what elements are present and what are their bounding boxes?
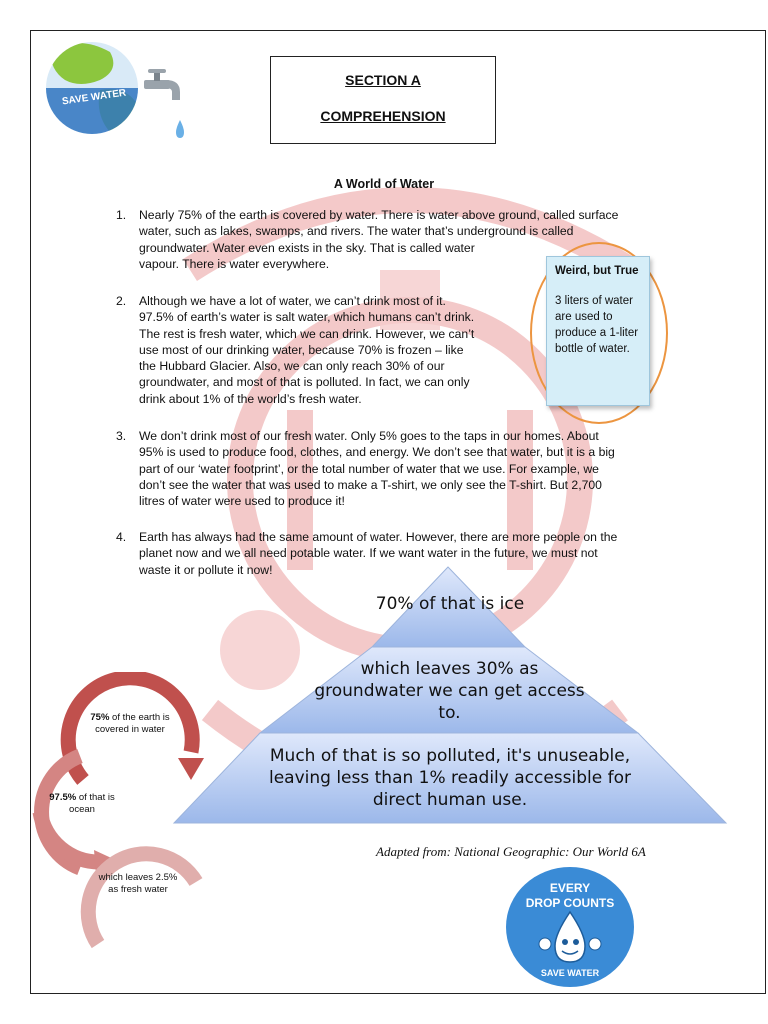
text-line: drink about 1% of the world’s fresh water. <box>139 391 362 406</box>
paragraph-number: 1. <box>116 208 127 222</box>
cycle-step-1 <box>80 712 180 735</box>
cycle-step-2-text: of that is ocean <box>69 792 115 815</box>
source-citation: Adapted from: National Geographic: Our World 6A <box>376 844 646 859</box>
text-line: Nearly 75% of the earth is covered by water. There is water above ground, called surface <box>139 208 619 222</box>
section-subheading: COMPREHENSION <box>320 108 446 124</box>
text-line: groundwater. Water even exists in the sky. That is called water <box>139 240 475 255</box>
svg-text:SAVE WATER: SAVE WATER <box>540 968 600 978</box>
cycle-step-3-text: which leaves 2.5% as fresh water <box>98 872 178 895</box>
svg-text:DROP COUNTS: DROP COUNTS <box>525 896 615 910</box>
cycle-step-1-pct: 75% <box>90 712 110 723</box>
text-line: litres of water were used to produce it! <box>139 494 345 509</box>
weird-but-true-callout <box>546 256 650 406</box>
paragraph-number: 2. <box>116 294 127 308</box>
paragraph-number: 3. <box>116 429 127 443</box>
svg-text:EVERY: EVERY <box>549 881 591 895</box>
text-line: 97.5% of earth’s water is salt water, which humans can’t drink. <box>139 310 475 325</box>
text-line: We don’t drink most of our fresh water. Only 5% goes to the taps in our homes. About <box>139 429 599 443</box>
save-water-globe-icon <box>40 40 190 148</box>
callout-body: 3 liters of water are used to produce a 1-liter bottle of water. <box>555 295 639 355</box>
pyramid-text-top: 70% of that is ice <box>375 594 525 614</box>
cycle-step-2-pct: 97.5% <box>49 792 77 803</box>
paragraph-number: 4. <box>116 530 127 544</box>
text-line: part of our ‘water footprint’, or the total number of water that we use. For example, we <box>139 461 599 476</box>
pyramid-text-bottom: Much of that is so polluted, it's unuseable, leaving less than 1% readily accessible for direct human use. <box>268 746 631 810</box>
cycle-step-1-text: of the earth is covered in water <box>95 712 170 735</box>
arrow-icon <box>178 758 204 780</box>
every-drop-counts-badge <box>505 866 635 988</box>
cycle-step-3 <box>98 872 178 895</box>
text-line: the Hubbard Glacier. Also, we can only reach 30% of our <box>139 359 445 374</box>
text-line: planet now and we all need potable water. If we want water in the future, we must not <box>139 546 598 561</box>
section-title-box <box>270 56 496 144</box>
cycle-arc-3 <box>88 854 196 944</box>
section-heading: SECTION A <box>345 72 421 88</box>
paragraph-3 <box>139 428 674 509</box>
text-line: groundwater, and most of that is polluted. In fact, we can only <box>139 375 470 390</box>
cycle-step-2 <box>48 792 116 815</box>
text-line: water, such as lakes, swamps, and rivers. The water that’s underground is called <box>139 224 574 239</box>
text-line: waste it or pollute it now! <box>139 562 273 577</box>
callout-heading: Weird, but True <box>555 265 639 277</box>
text-line: vapour. There is water everywhere. <box>139 256 330 271</box>
text-line: Although we have a lot of water, we can’t drink most of it. <box>139 294 446 308</box>
text-line: use most of our drinking water, because 70% is frozen – like <box>139 342 464 357</box>
text-line: 95% is used to produce food, clothes, and energy. We don’t see that water, but it is a big <box>139 445 615 460</box>
text-line: Earth has always had the same amount of water. However, there are more people on the <box>139 530 618 544</box>
text-line: The rest is fresh water, which we can drink. However, we can’t <box>139 326 475 341</box>
pyramid-text-middle: which leaves 30% as groundwater we can get access to. <box>314 659 585 723</box>
logo-text: SAVE WATER <box>61 87 127 108</box>
article-title: A World of Water <box>333 177 435 191</box>
cycle-arc-2b <box>40 812 100 862</box>
text-line: don’t see the water that was used to make a T-shirt, we only see the T-shirt. But 2,700 <box>139 477 602 492</box>
paragraph-2 <box>139 293 519 407</box>
